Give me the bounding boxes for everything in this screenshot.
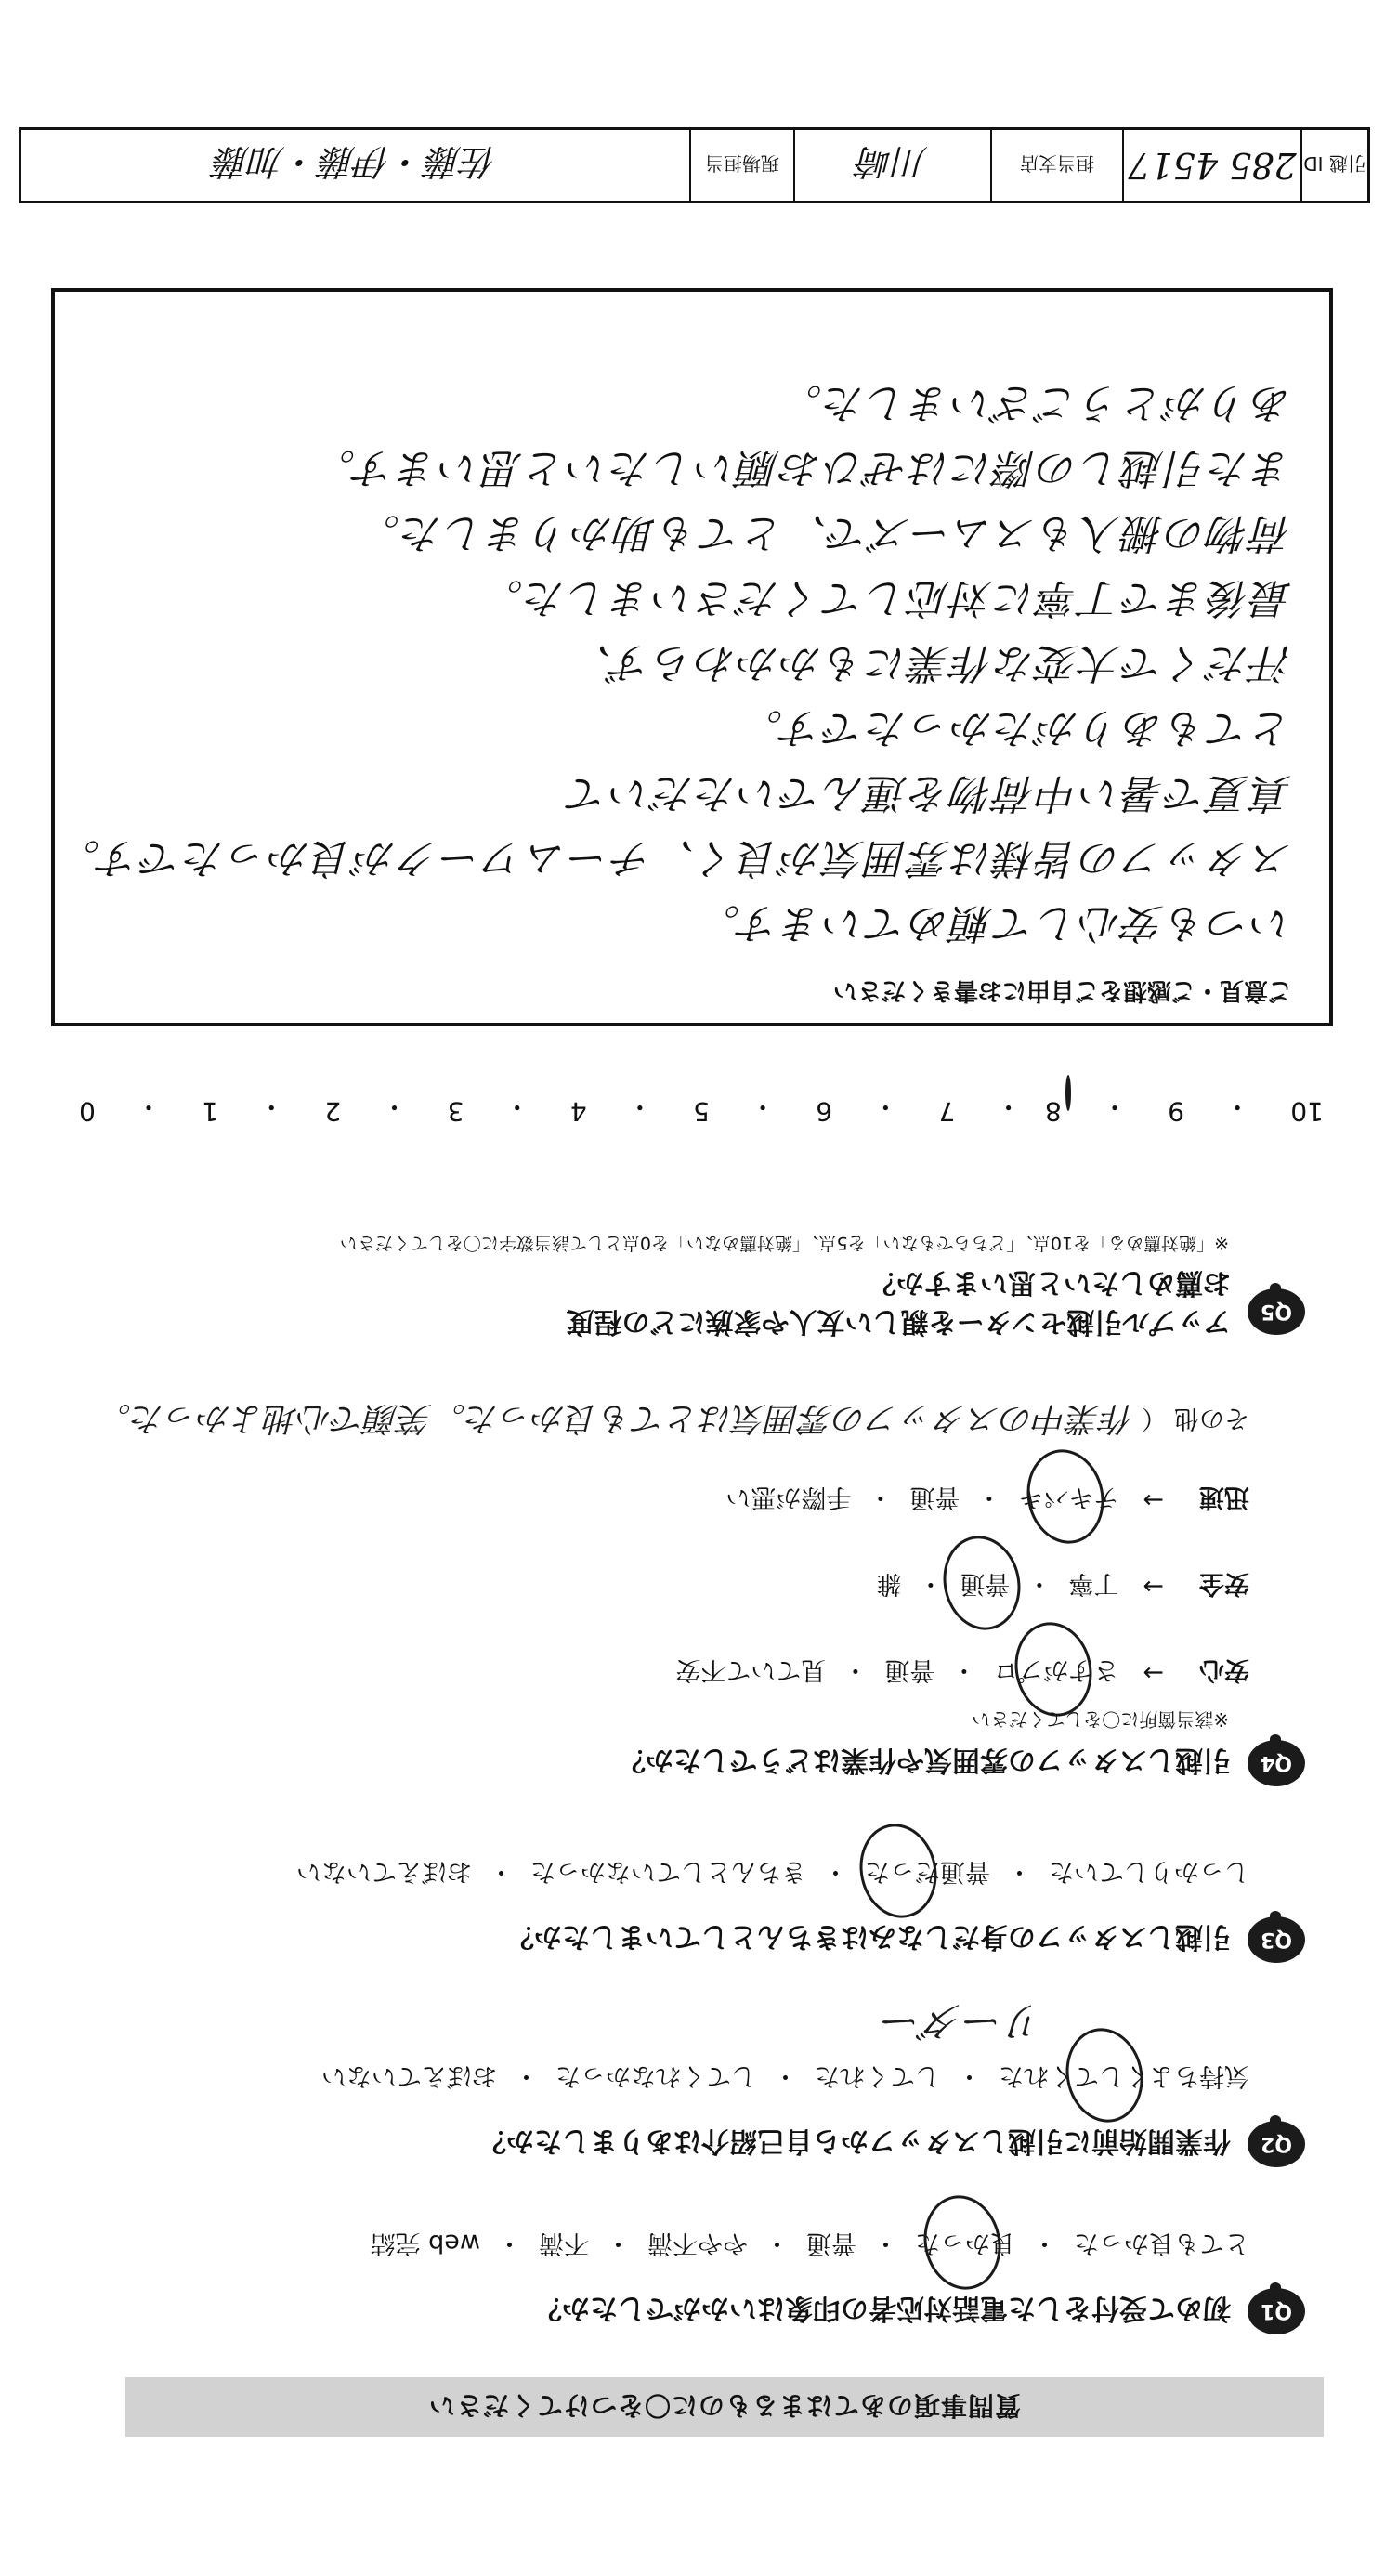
question-2	[60, 1995, 1305, 2167]
q4-option-selected[interactable]: テキパキ	[1018, 1482, 1118, 1518]
q5-text: アップル引越センターを親しい友人や家族にどの程度お薦めしたいと思いますか？	[566, 1266, 1231, 1338]
q3-option[interactable]: しっかりしていた	[1049, 1857, 1249, 1886]
comment-line: スタッフの皆様は雰囲気が良く、チームワークが良かったです。	[57, 834, 1292, 882]
instructions-banner: 質問事項のあてはまるものに〇をつけてください	[125, 2377, 1324, 2437]
scale-number[interactable]: 2	[324, 1096, 342, 1127]
q4-note: ※該当箇所に〇をしてください	[972, 1708, 1229, 1731]
id-label: 引越 ID	[1300, 130, 1367, 201]
scale-number[interactable]: 3	[447, 1096, 464, 1127]
q1-option[interactable]: web 完結	[370, 2229, 480, 2257]
q2-handwriting: リーダー	[882, 1997, 1045, 2045]
comment-line: 汗だくで大変な作業にもかかわらず、	[568, 639, 1292, 686]
q4-other: その他 （ 作業中のスタッフの雰囲気はとても良かった。笑顔で心地よかった。	[60, 1397, 1249, 1445]
selection-circle	[1019, 1443, 1113, 1551]
q4-option[interactable]: 見ていて不安	[675, 1655, 827, 1684]
q2-option-selected[interactable]: 気持ちよくしてくれた	[999, 2060, 1249, 2097]
row-label: 迅速	[1199, 1483, 1249, 1511]
q1-option[interactable]: やや不満	[647, 2229, 748, 2257]
scale-number[interactable]: 0	[79, 1096, 96, 1127]
q1-option-selected[interactable]: 良かった	[915, 2228, 1015, 2264]
comment-line: 最後まで丁寧に対応してくださいました。	[480, 574, 1292, 621]
comment-line: ありがとうございました。	[779, 379, 1292, 426]
q1-options: とても良かった ・ 良かった ・ 普通 ・ やや不満 ・ 不満 ・ web 完結	[60, 2228, 1249, 2264]
q1-text: 初めて受付をした電話対応者の印象はいかがでしたか？	[534, 2292, 1231, 2324]
q4-option[interactable]: 普通	[909, 1483, 960, 1511]
q4-row-anshin: 安心 → さすがプロ ・ 普通 ・ 見ていて不安	[60, 1654, 1249, 1691]
question-1	[60, 2228, 1305, 2334]
comments-box[interactable]	[51, 288, 1333, 1026]
leader-label: 現場担当	[689, 130, 793, 201]
selection-circle	[1065, 1075, 1071, 1111]
q2-text: 作業開始前に引越しスタッフから自己紹介はありましたか？	[478, 2125, 1231, 2157]
q4-option[interactable]: 手際が悪い	[725, 1483, 852, 1511]
q4-text: 引越しスタッフの雰囲気や作業はどうでしたか？	[618, 1744, 1231, 1776]
branch-value[interactable]: 川崎	[793, 130, 990, 201]
selection-circle	[935, 1529, 1029, 1638]
q2-badge: Q2	[1248, 2121, 1305, 2167]
q3-option[interactable]: おぼえていない	[296, 1857, 472, 1886]
q4-option[interactable]: 普通	[884, 1655, 935, 1684]
q1-badge: Q1	[1248, 2288, 1305, 2334]
comments-title: ご意見・ご感想をご自由にお書きください	[832, 976, 1292, 1004]
scale-number[interactable]: 1	[202, 1096, 219, 1127]
q3-text: 引越しスタッフの身だしなみはきちんとしていましたか？	[506, 1920, 1231, 1953]
comment-line: とてもありがたかったです。	[739, 704, 1292, 752]
scale-number[interactable]: 9	[1168, 1096, 1184, 1127]
other-handwriting: 作業中のスタッフの雰囲気はとても良かった。笑顔で心地よかった。	[97, 1399, 1134, 1437]
q3-badge: Q3	[1248, 1916, 1305, 1963]
row-label: 安心	[1199, 1655, 1249, 1684]
scale-number[interactable]: 4	[569, 1096, 587, 1127]
q5-badge: Q5	[1248, 1288, 1305, 1335]
q2-option[interactable]: してくれなかった	[555, 2061, 756, 2090]
scale-number[interactable]: 10	[1290, 1096, 1324, 1127]
row-label: 安全	[1199, 1569, 1249, 1598]
question-5	[60, 1232, 1305, 1340]
q1-option[interactable]: 不満	[539, 2229, 589, 2257]
q5-scale: 10 ・ 9 ・ 8 ・ 7 ・ 6 ・ 5 ・ 4 ・ 3 ・ 2 ・ 1 ・ 0	[79, 1090, 1324, 1127]
scale-number[interactable]: 7	[938, 1096, 956, 1127]
q2-option[interactable]: してくれた	[815, 2061, 940, 2090]
q3-options: しっかりしていた ・ 普通だった ・ きちんとしていなかった ・ おぼえていない	[60, 1856, 1249, 1892]
q4-option-selected[interactable]: さすがプロ	[993, 1654, 1118, 1691]
q1-option[interactable]: 普通	[806, 2229, 856, 2257]
q5-note: ※「絶対薦める」を10点、「どちらでもない」を5点、「絶対薦めない」を0点として該当数字に〇をしてください	[339, 1233, 1229, 1253]
header-info-bar	[19, 127, 1370, 203]
scale-number[interactable]: 6	[816, 1096, 833, 1127]
scale-number[interactable]: 5	[693, 1096, 710, 1127]
q1-option[interactable]: とても良かった	[1074, 2229, 1249, 2257]
selection-circle	[1057, 2021, 1151, 2130]
selection-circle	[915, 2189, 1009, 2297]
q2-option[interactable]: おぼえていない	[321, 2061, 497, 2090]
leader-value[interactable]: 佐藤・伊藤・加藤	[214, 141, 497, 183]
comment-line: いつも安心して頼めています。	[697, 899, 1292, 947]
q4-option-selected[interactable]: 普通	[960, 1568, 1010, 1604]
q4-row-jinsoku: 迅速 → テキパキ ・ 普通 ・ 手際が悪い	[60, 1482, 1249, 1518]
q4-option[interactable]: 丁寧	[1068, 1569, 1119, 1598]
q3-option[interactable]: きちんとしていなかった	[530, 1857, 806, 1886]
branch-label: 担当支店	[990, 130, 1122, 201]
question-3	[60, 1856, 1305, 1963]
other-label: その他	[1174, 1404, 1249, 1432]
id-value[interactable]: 285 4517	[1122, 130, 1300, 201]
comment-line: また引越しの際にはぜひお願いしたいと思います。	[312, 444, 1292, 491]
q2-options: 気持ちよくしてくれた ・ してくれた ・ してくれなかった ・ おぼえていない	[60, 2060, 1249, 2097]
question-4	[60, 1397, 1305, 1786]
q4-badge: Q4	[1248, 1740, 1305, 1786]
comment-line: 荷物の搬入もスムーズで、とても助かりました。	[357, 509, 1292, 556]
q3-option-selected[interactable]: 普通だった	[865, 1856, 990, 1892]
selection-circle	[852, 1817, 946, 1926]
comment-line: 真夏で暑い中荷物を運んでいただいて	[566, 769, 1292, 817]
q4-option[interactable]: 雑	[876, 1569, 902, 1598]
q4-row-anzen: 安全 → 丁寧 ・ 普通 ・ 雑	[60, 1568, 1249, 1604]
